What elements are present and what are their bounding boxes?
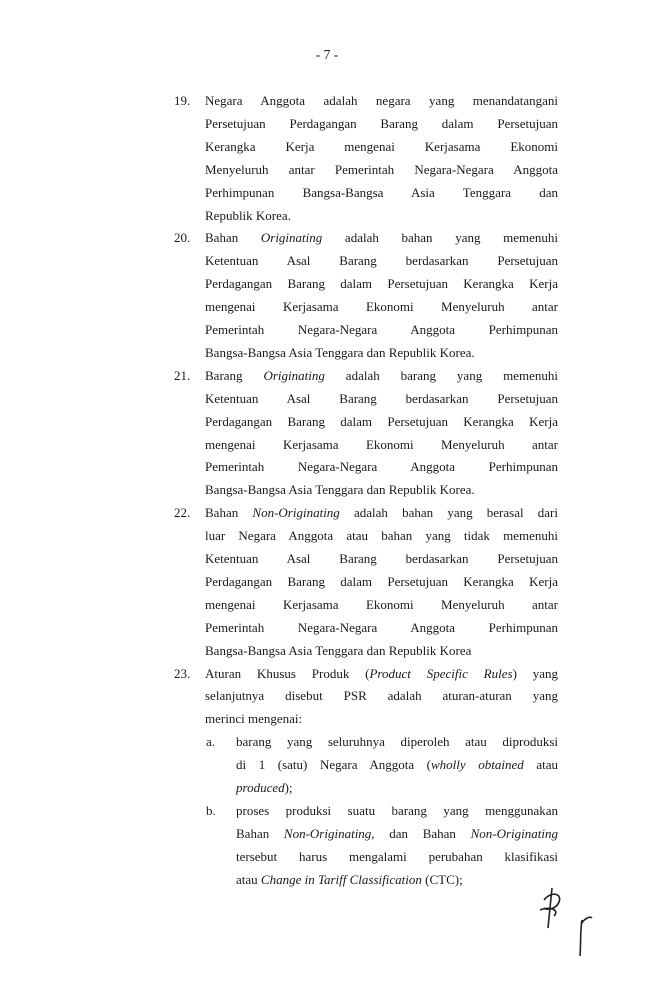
- italic-term: produced: [236, 780, 285, 795]
- text-line: [205, 710, 302, 728]
- item-number: 22.: [174, 505, 191, 521]
- item-number: 19.: [174, 93, 191, 108]
- text-line: [205, 344, 475, 362]
- text-line: [205, 321, 558, 339]
- text-line: [236, 733, 558, 751]
- text-span: merinci mengenai:: [205, 711, 303, 727]
- text-span: Ketentuan Asal Barang berdasarkan Persetujuan: [205, 390, 558, 406]
- text-span: Ketentuan Asal Barang berdasarkan Persetujuan: [205, 551, 558, 566]
- text-line: [205, 481, 475, 499]
- italic-term: Non-Originating: [252, 505, 340, 521]
- text-line: [205, 642, 471, 660]
- text-line: [205, 367, 558, 385]
- text-span: Negara Anggota adalah negara yang menandatangani: [205, 93, 558, 108]
- italic-term: Originating: [260, 230, 323, 246]
- text-line: [236, 825, 558, 843]
- text-span: selanjutnya disebut PSR adalah aturan-aturan yang: [205, 688, 558, 704]
- text-span: adalah bahan yang berasal dari: [339, 505, 558, 521]
- text-span: Kerangka Kerja mengenai Kerjasama Ekonomi: [205, 138, 558, 154]
- text-span: Ketentuan Asal Barang berdasarkan Persetujuan: [205, 253, 558, 269]
- text-line: [205, 665, 558, 683]
- italic-term: Change in Tariff Classification: [260, 871, 422, 887]
- text-line: [205, 619, 558, 637]
- italic-term: Non-Originating,: [283, 825, 375, 841]
- text-span: Menyeluruh antar Pemerintah Negara-Negara Anggota: [205, 161, 558, 177]
- text-line: [205, 458, 558, 476]
- item-number: 20.: [174, 230, 191, 246]
- text-line: [205, 596, 558, 614]
- text-span: Pemerintah Negara-Negara Anggota Perhimpunan: [205, 459, 558, 475]
- text-line: [205, 527, 558, 545]
- text-line: [205, 390, 558, 408]
- text-line: [205, 298, 558, 316]
- text-span: ) yang: [512, 665, 558, 681]
- text-span: atau: [236, 871, 261, 887]
- text-line: [205, 687, 558, 705]
- text-line: [205, 413, 558, 431]
- text-line: [205, 504, 558, 522]
- text-line: [205, 92, 558, 110]
- text-line: [205, 229, 558, 247]
- text-span: Perdagangan Barang dalam Persetujuan Kerangka Kerja: [205, 413, 558, 429]
- text-line: [205, 161, 558, 179]
- text-span: Pemerintah Negara-Negara Anggota Perhimpunan: [205, 619, 558, 635]
- text-line: [205, 573, 558, 591]
- text-line: [205, 207, 291, 225]
- text-line: [205, 252, 558, 270]
- text-line: [205, 275, 558, 293]
- page-number: - 7 -: [315, 47, 339, 62]
- text-span: adalah barang yang memenuhi: [324, 367, 558, 383]
- text-span: mengenai Kerjasama Ekonomi Menyeluruh antar: [205, 299, 558, 315]
- text-span: Bahan: [236, 825, 284, 841]
- text-span: Perhimpunan Bangsa-Bangsa Asia Tenggara dan: [205, 184, 558, 200]
- text-span: Perdagangan Barang dalam Persetujuan Kerangka Kerja: [205, 573, 558, 589]
- item-number: 21.: [174, 367, 191, 383]
- text-span: Perdagangan Barang dalam Persetujuan Kerangka Kerja: [205, 276, 558, 292]
- text-span: Bahan: [205, 230, 261, 246]
- text-line: [205, 138, 558, 156]
- text-span: mengenai Kerjasama Ekonomi Menyeluruh antar: [205, 596, 558, 612]
- item-number: 23.: [174, 665, 191, 681]
- text-line: [205, 115, 558, 133]
- text-line: [205, 184, 558, 202]
- text-span: di 1 (satu) Negara Anggota (: [236, 757, 432, 773]
- text-span: Barang: [205, 367, 264, 383]
- text-span: Bangsa-Bangsa Asia Tenggara dan Republik Korea: [205, 642, 472, 658]
- text-span: luar Negara Anggota atau bahan yang tidak memenuhi: [205, 528, 558, 544]
- text-span: mengenai Kerjasama Ekonomi Menyeluruh antar: [205, 436, 558, 452]
- handwritten-initials: [530, 880, 610, 960]
- text-span: Aturan Khusus Produk (: [205, 665, 370, 681]
- text-span: atau: [523, 757, 558, 773]
- text-span: Pemerintah Negara-Negara Anggota Perhimpunan: [205, 322, 558, 337]
- text-span: );: [284, 780, 293, 795]
- text-line: [236, 848, 558, 866]
- text-line: [236, 756, 558, 774]
- text-span: dan Bahan: [374, 825, 471, 841]
- text-span: barang yang seluruhnya diperoleh atau diproduksi: [236, 734, 558, 750]
- text-span: Republik Korea.: [205, 207, 291, 223]
- text-span: (CTC);: [421, 871, 463, 887]
- sub-item-letter: b.: [206, 802, 216, 818]
- text-line: [236, 802, 558, 820]
- text-span: Bangsa-Bangsa Asia Tenggara dan Republik Korea.: [205, 482, 475, 498]
- italic-term: Product Specific Rules: [369, 665, 513, 681]
- text-span: tersebut harus mengalami perubahan klasifikasi: [236, 848, 558, 864]
- text-span: proses produksi suatu barang yang menggunakan: [236, 802, 558, 818]
- text-span: Bangsa-Bangsa Asia Tenggara dan Republik Korea.: [205, 344, 475, 360]
- sub-item-letter: a.: [206, 734, 216, 750]
- italic-term: Non-Originating: [470, 825, 559, 841]
- italic-term: wholly obtained: [431, 757, 524, 773]
- text-line: [236, 871, 463, 889]
- text-span: Bahan: [205, 505, 253, 521]
- text-line: [236, 779, 293, 797]
- italic-term: Originating: [263, 367, 325, 383]
- text-span: adalah bahan yang memenuhi: [322, 230, 559, 246]
- text-span: Persetujuan Perdagangan Barang dalam Persetujuan: [205, 115, 558, 131]
- text-line: [205, 436, 558, 454]
- text-line: [205, 550, 558, 568]
